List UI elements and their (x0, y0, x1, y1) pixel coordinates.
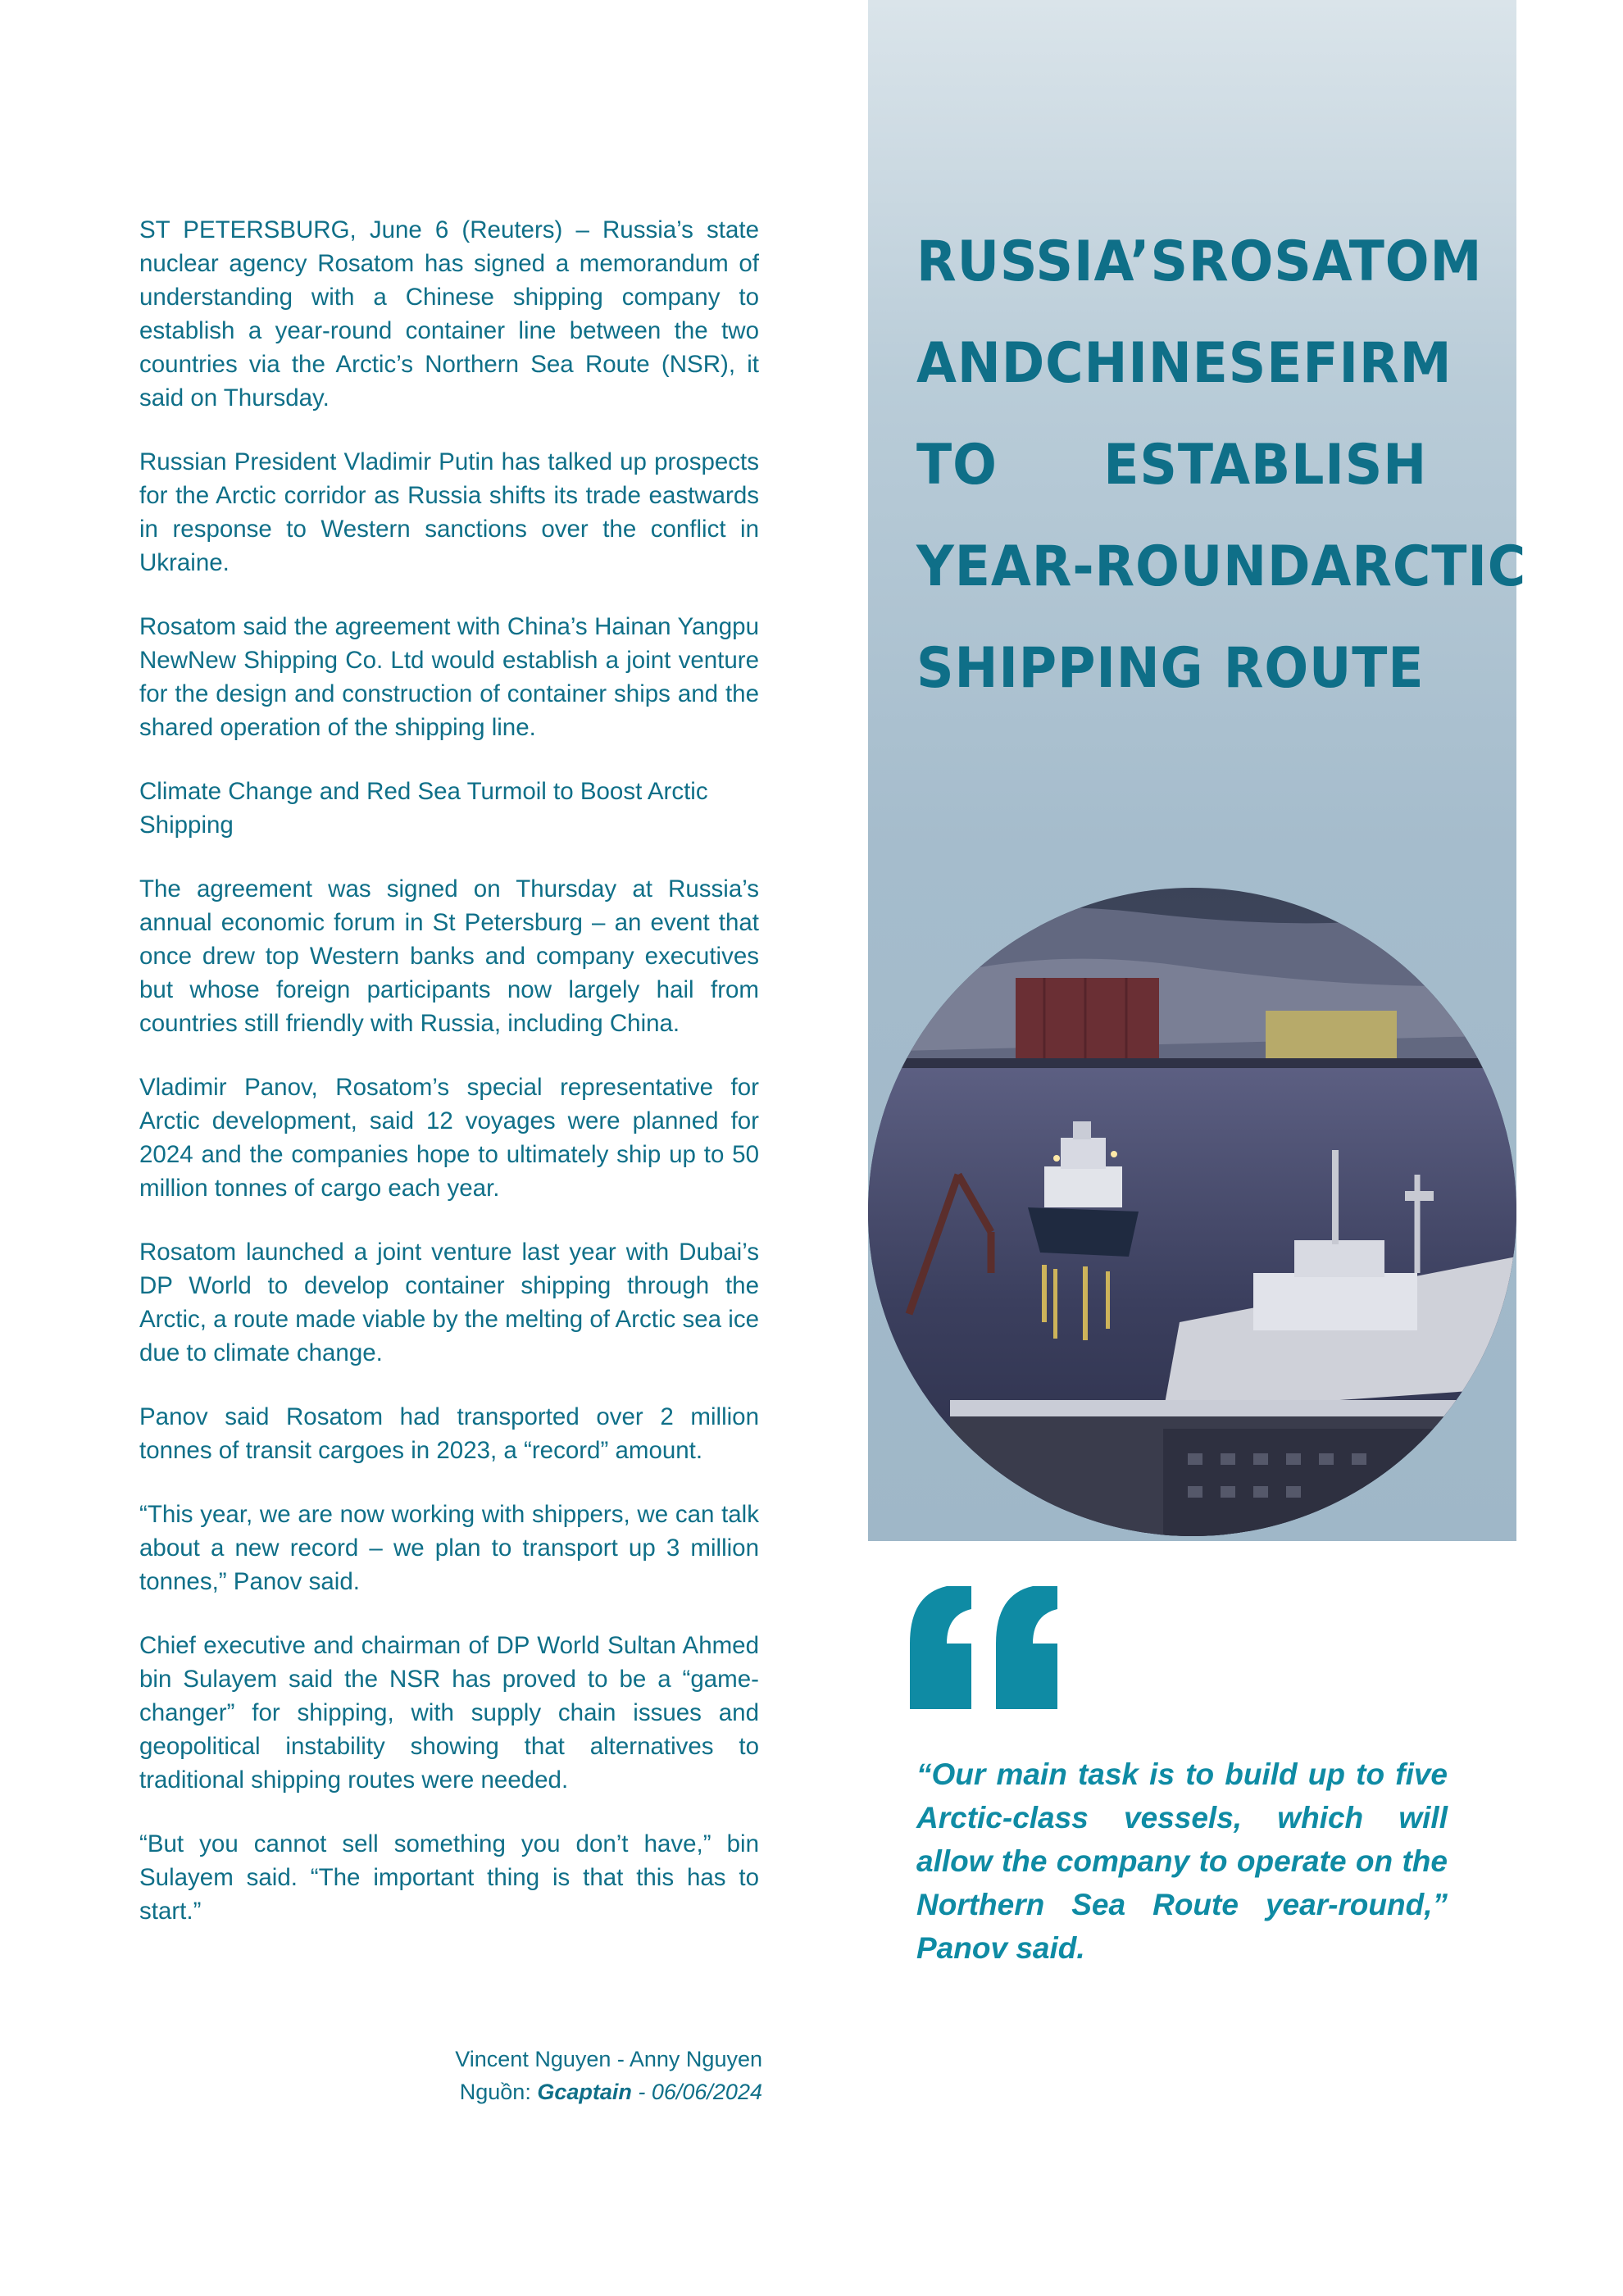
harbor-photo-illustration (868, 888, 1516, 1536)
lit-building (1266, 1011, 1397, 1064)
headline-word: FIRM (1302, 331, 1453, 396)
headline-line (916, 313, 1453, 415)
headline-line (916, 415, 1427, 516)
article-paragraph: “This year, we are now working with shippers, we can talk about a new record – we plan to transport up 3 million tonnes,” Panov said. (139, 1501, 759, 1595)
article-paragraph: Vladimir Panov, Rosatom’s special representative for Arctic development, said 12 voyages were planned for 2024 and the companies hope to ultimately ship up to 50 million tonnes of cargo each year. (139, 1074, 759, 1202)
article-paragraph: Rosatom said the agreement with China’s Hainan Yangpu NewNew Shipping Co. Ltd would establish a joint venture for the design and construction of container ships and the shared operation of the shipping line. (139, 613, 759, 741)
article-paragraph: The agreement was signed on Thursday at Russia’s annual economic forum in St Petersburg – an event that once drew top Western banks and company executives but whose foreign participants now largely hail from countries still friendly with Russia, including China. (139, 875, 759, 1037)
article-credits (344, 2043, 762, 2108)
pull-quote: “Our main task is to build up to five Arctic-class vessels, which will allow the company to operate on the Northern Sea Route year-round,” Panov said. (916, 1757, 1448, 1965)
headline-word: ARCTIC (1311, 534, 1527, 599)
source-date: - 06/06/2024 (631, 2080, 762, 2104)
headline-line (916, 516, 1527, 618)
headline-word: YEAR-ROUND (916, 534, 1312, 599)
article-paragraph: ST PETERSBURG, June 6 (Reuters) – Russia’s state nuclear agency Rosatom has signed a memorandum of understanding with a Chinese shipping company to establish a year-round container line between the two countries via the Arctic’s Northern Sea Route (NSR), it said on Thursday. (139, 216, 759, 411)
headline-word: AND (916, 331, 1046, 396)
headline-word: ROUTE (1223, 636, 1425, 701)
source-line (344, 2075, 762, 2108)
headline-line (916, 618, 1427, 720)
author-names: Vincent Nguyen - Anny Nguyen (455, 2047, 762, 2071)
headline-word: RUSSIA’S (916, 230, 1189, 294)
article-subheading: Climate Change and Red Sea Turmoil to Boost Arctic Shipping (139, 778, 708, 839)
source-name: Gcaptain (537, 2080, 632, 2104)
headline-word: TO (916, 433, 998, 498)
article-paragraph: Rosatom launched a joint venture last year with Dubai’s DP World to develop container shipping through the Arctic, a route made viable by the melting of Arctic sea ice due to climate change. (139, 1239, 759, 1366)
far-shore (868, 1058, 1516, 1070)
open-quote-mark-icon (910, 1586, 1066, 1709)
article-paragraph: Panov said Rosatom had transported over 2 million tonnes of transit cargoes in 2023, a “record” amount. (139, 1403, 759, 1464)
headline-word: ROSATOM (1188, 230, 1483, 294)
headline-word: CHINESE (1045, 331, 1303, 396)
headline (916, 211, 1527, 720)
article-paragraph: “But you cannot sell something you don’t have,” bin Sulayem said. “The important thing is that this has to start.” (139, 1830, 759, 1925)
headline-word: ESTABLISH (1103, 433, 1428, 498)
source-prefix: Nguồn: (459, 2080, 538, 2104)
red-warehouse (1016, 978, 1159, 1064)
article-paragraph: Chief executive and chairman of DP World Sultan Ahmed bin Sulayem said the NSR has proved to be a “game-changer” for shipping, with supply chain issues and geopolitical instability showing that alternatives to traditional shipping routes were needed. (139, 1632, 759, 1794)
headline-word: SHIPPING (916, 636, 1204, 701)
article-body (139, 213, 759, 1958)
article-paragraph: Russian President Vladimir Putin has talked up prospects for the Arctic corridor as Russia shifts its trade eastwards in response to Western sanctions over the conflict in Ukraine. (139, 448, 759, 576)
headline-line (916, 211, 1483, 313)
harbor-photo (868, 888, 1516, 1536)
